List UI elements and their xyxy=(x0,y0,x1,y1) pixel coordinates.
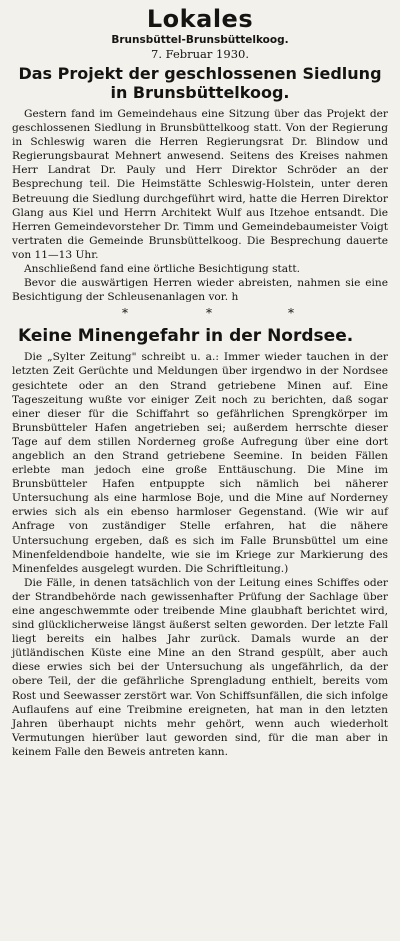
article2-headline: Keine Minengefahr in der Nordsee. xyxy=(18,326,354,347)
article1-headline xyxy=(12,64,388,102)
dateline: Brunsbüttel-Brunsbüttelkoog. xyxy=(111,34,289,46)
separator-star: * xyxy=(122,306,128,321)
article1-paragraph: Gestern fand im Gemeindehaus eine Sitzung über das Projekt der geschlossenen Siedlung in Brunsbüttelkoog statt. Von der Regierung in Schleswig waren die Herren Regierungsrat Dr. Blindow und Regierungsbaurat Mehnert anwesend. Seitens des Kreises nahmen Herr Landrat Dr. Pauly und Herr Direktor Schröder an der Besprechung teil. Die Heimstätte Schleswig-Holstein, unter deren Betreuung die Siedlung durchgeführt wird, hatte die Herren Direktor Glang aus Kiel und Herrn Architekt Wulf aus Itzehoe entsandt. Die Herren Gemeindevorsteher Dr. Timm und Gemeindebaumeister Voigt vertraten die Gemeinde Brunsbüttelkoog. Die Besprechung dauerte von 11—13 Uhr. xyxy=(12,108,388,261)
separator-star: * xyxy=(288,306,294,321)
article1-paragraph: Anschließend fand eine örtliche Besichtigung statt. xyxy=(24,263,300,276)
article2-paragraph: Die „Sylter Zeitung" schreibt u. a.: Immer wieder tauchen in der letzten Zeit Gerüchte und Meldungen über irgendwo in der Nordsee gesichtete oder an den Strand getriebene Minen auf. Eine Tageszeitung wußte vor einiger Zeit noch zu berichten, daß sogar einer dieser für die Schiffahrt so gefährlichen Sprengkörper im Brunsbütteler Hafen angetrieben sei; außerdem herrschte dieser Tage auf dem stillen Norderneg große Aufregung über eine dort angeblich an den Strand getriebene Seemine. In beiden Fällen erlebte man jedoch eine große Enttäuschung. Die Mine im Brunsbütteler Hafen entpuppte sich nämlich bei näherer Untersuchung als eine harmlose Boje, und die Mine auf Norderney erwies sich als ein ebenso harmloser Gegenstand. (Wie wir auf Anfrage von zuständiger Stelle erfahren, hat die nähere Untersuchung ergeben, daß es sich im Falle Brunsbüttel um eine Minenfeldendboie handelte, wie sie im Kriege zur Markierung des Minenfeldes ausgelegt wurden. Die Schriftleitung.) xyxy=(12,351,388,575)
issue-date: 7. Februar 1930. xyxy=(151,47,249,61)
article1-paragraph: Bevor die auswärtigen Herren wieder abreisten, nahmen sie eine Besichtigung der Schleusenanlagen vor. h xyxy=(12,277,388,304)
section-separator xyxy=(12,306,388,322)
masthead xyxy=(12,5,388,62)
separator-star: * xyxy=(206,306,212,321)
section-rubric: Lokales xyxy=(146,5,254,33)
article1-headline-line2: in Brunsbüttelkoog. xyxy=(110,83,290,102)
article1-headline-line1: Das Projekt der geschlossenen Siedlung xyxy=(18,64,382,83)
article2-paragraph: Die Fälle, in denen tatsächlich von der Leitung eines Schiffes oder der Strandbehörde nach gewissenhafter Prüfung der Sachlage über eine angeschwemmte oder treibende Mine glaubhaft berichtet wird, sind glücklicherweise längst äußerst selten geworden. Der letzte Fall liegt bereits ein halbes Jahr zurück. Damals wurde an der jütländischen Küste eine Mine an den Strand gespült, aber auch diese erwies sich bei der Untersuchung als ungefährlich, da der obere Teil, der die gefährliche Sprengladung enthielt, bereits vom Rost und Seewasser zerstört war. Von Schiffsunfällen, die sich infolge Auflaufens auf eine Treibmine ereigneten, hat man in den letzten Jahren überhaupt nichts mehr gehört, wenn auch wiederholt Vermutungen hierüber laut geworden sind, für die man aber in keinem Falle den Beweis antreten kann. xyxy=(12,576,388,758)
